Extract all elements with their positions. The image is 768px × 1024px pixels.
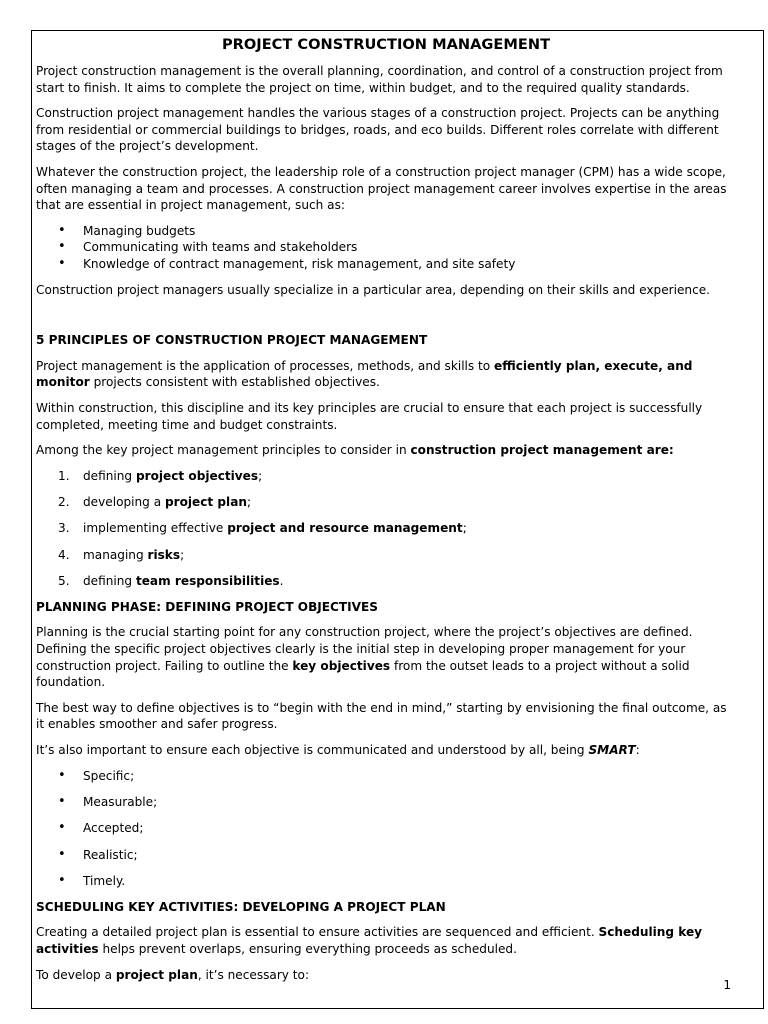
- bold-text: key objectives: [292, 658, 391, 673]
- intro-paragraph-3: Whatever the construction project, the leadership role of a construction project manager (CPM) has a wide scope, often managing a team and processes. A construction project management career involves expertise in the areas that are essential in project management, such as:: [36, 164, 727, 213]
- list-item: 2. developing a project plan;: [58, 495, 252, 510]
- list-item: • Knowledge of contract management, risk management, and site safety: [36, 256, 736, 273]
- bold-text: efficiently plan, execute, and monitor: [36, 358, 693, 390]
- list-item: 1. defining project objectives;: [58, 468, 263, 483]
- scheduling-paragraph-2: To develop a project plan, it’s necessary to:: [36, 967, 310, 982]
- bold-text: project plan: [115, 967, 198, 982]
- bold-text: Scheduling key activities: [36, 925, 703, 956]
- list-item: • Managing budgets: [36, 223, 736, 240]
- planning-heading: PLANNING PHASE: DEFINING PROJECT OBJECTIVES: [36, 599, 379, 614]
- intro-paragraph-4: Construction project managers usually specialize in a particular area, depending on their skills and experience.: [36, 282, 711, 297]
- expertise-list: [36, 223, 736, 273]
- document-title: PROJECT CONSTRUCTION MANAGEMENT: [221, 36, 551, 53]
- intro-paragraph-1: Project construction management is the overall planning, coordination, and control of a construction project from start to finish. It aims to complete the project on time, within budget, and to the required quality standards.: [36, 64, 723, 95]
- list-item: • Communicating with teams and stakeholders: [36, 239, 736, 256]
- principles-paragraph-3: Among the key project management principles to consider in construction project management are:: [36, 443, 674, 458]
- principles-heading: 5 PRINCIPLES OF CONSTRUCTION PROJECT MANAGEMENT: [36, 333, 428, 348]
- scheduling-paragraph-1: Creating a detailed project plan is essential to ensure activities are sequenced and efficient. Scheduling key activities helps prevent overlaps, ensuring everything proceeds as scheduled.: [36, 925, 703, 956]
- list-item: 4. managing risks;: [58, 547, 185, 562]
- list-item: • Realistic;: [36, 847, 736, 864]
- principles-list: [36, 468, 736, 590]
- list-item: 5. defining team responsibilities.: [58, 574, 284, 589]
- principles-paragraph-2: Within construction, this discipline and its key principles are crucial to ensure that each project is successfully completed, meeting time and budget constraints.: [36, 400, 703, 432]
- list-item: 3. implementing effective project and resource management;: [58, 521, 467, 536]
- planning-paragraph-2: The best way to define objectives is to “begin with the end in mind,” starting by envisioning the final outcome, as it enables smoother and safer progress.: [36, 700, 727, 732]
- scheduling-heading: SCHEDULING KEY ACTIVITIES: DEVELOPING A PROJECT PLAN: [36, 899, 446, 914]
- list-item: • Specific;: [36, 768, 736, 785]
- bold-text: construction project management are:: [410, 443, 674, 458]
- smart-acronym: SMART: [588, 743, 636, 757]
- planning-paragraph-1: Planning is the crucial starting point for any construction project, where the project’s objectives are defined. Defining the specific project objectives clearly is the initial step in developing proper management for your construction project. Failing to outline the key objectives from the outset leads to a project without a solid foundation.: [36, 625, 693, 690]
- principles-paragraph-1: Project management is the application of processes, methods, and skills to efficiently plan, execute, and monitor projects consistent with established objectives.: [36, 358, 693, 390]
- smart-list: [36, 768, 736, 890]
- list-item: • Timely.: [36, 873, 736, 890]
- document-body: [36, 36, 736, 992]
- planning-paragraph-3: It’s also important to ensure each objective is communicated and understood by all, being SMART:: [36, 743, 640, 757]
- page-number: 1: [723, 978, 731, 992]
- list-item: • Accepted;: [36, 820, 736, 837]
- list-item: • Measurable;: [36, 794, 736, 811]
- intro-paragraph-2: Construction project management handles the various stages of a construction project. Projects can be anything from residential or commercial buildings to bridges, roads, and eco builds. Different roles correlate with different stages of the project’s development.: [36, 106, 720, 154]
